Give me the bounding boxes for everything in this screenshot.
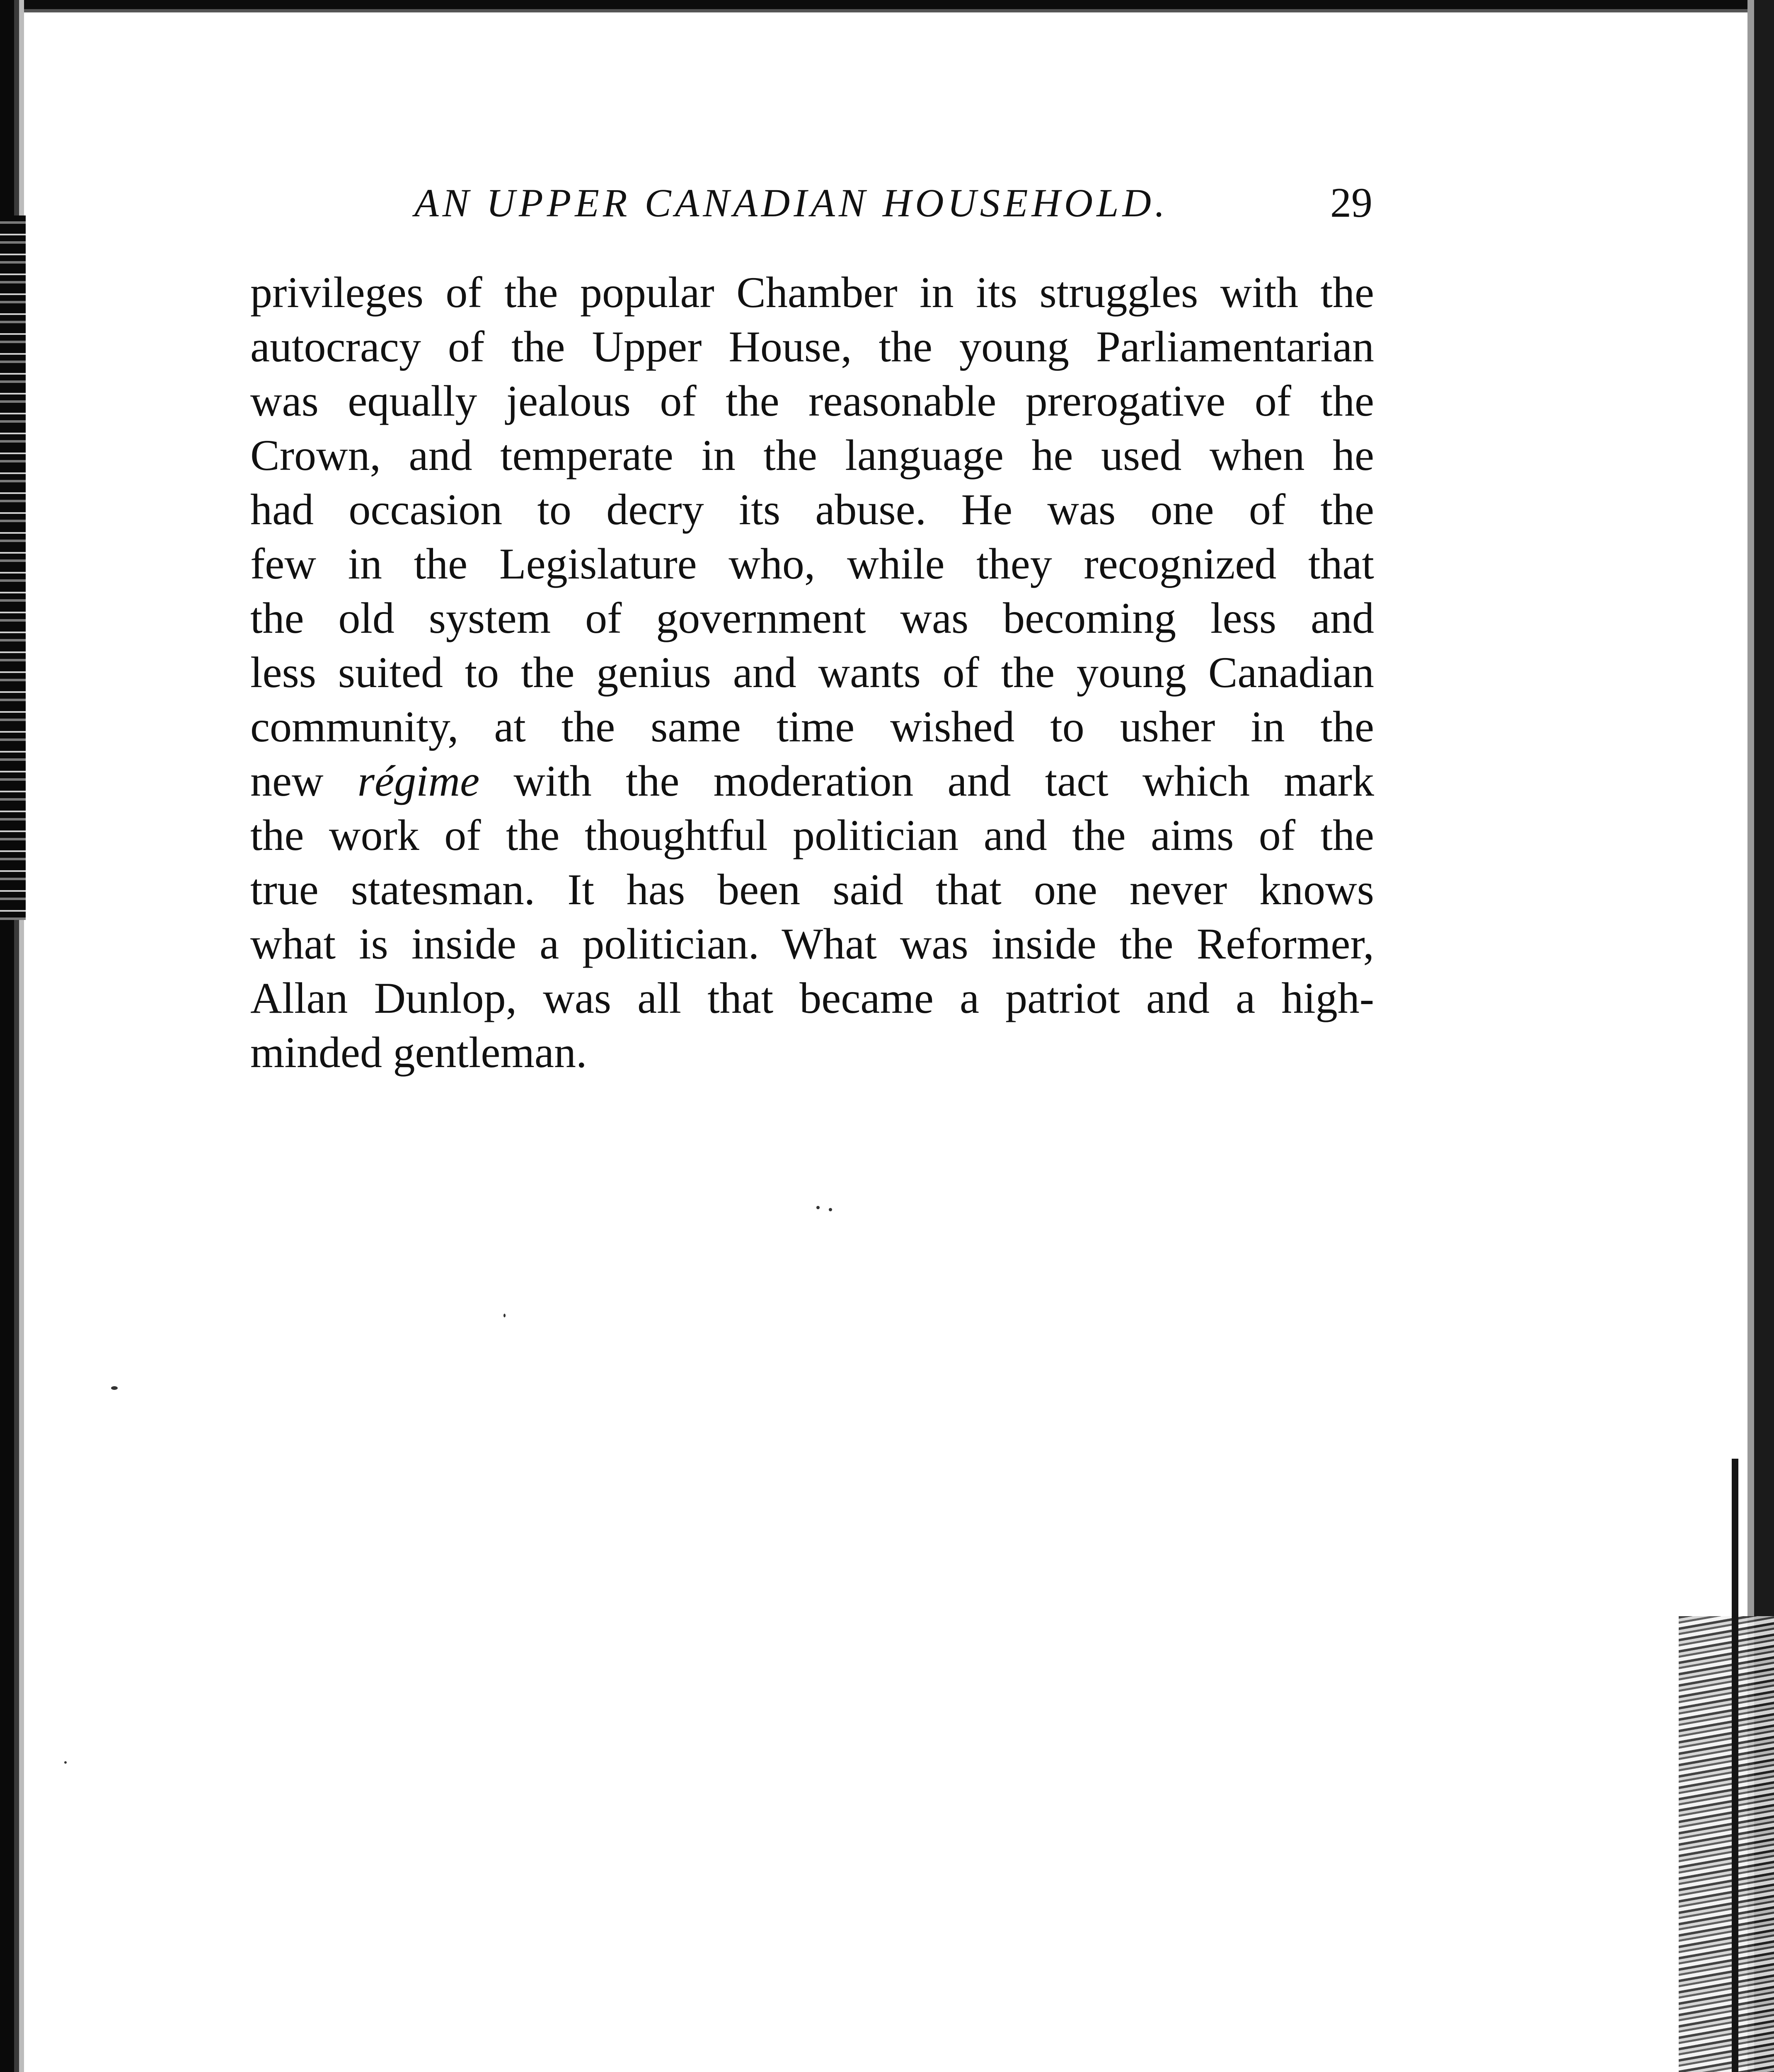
italic-word: régime [357, 757, 480, 805]
text-line: Crown, and temperate in the language he used when he [250, 431, 1374, 479]
text-line: was equally jealous of the reasonable prerogative of the [250, 377, 1374, 425]
text-line: the work of the thoughtful politician and the aims of the [250, 811, 1374, 859]
text-line: few in the Legislature who, while they recognized that [250, 540, 1374, 588]
scan-speck [816, 1206, 820, 1209]
scan-edge-top [0, 0, 1774, 24]
text-line: community, at the same time wished to usher in the [250, 702, 1374, 751]
text-run: new [250, 757, 358, 805]
scan-speck [503, 1314, 506, 1317]
scan-speck [64, 1761, 67, 1764]
text-line: true statesman. It has been said that one never knows [250, 865, 1374, 914]
text-line: minded gentleman. [250, 1028, 587, 1077]
text-run: with the moderation and tact which mark [479, 757, 1374, 805]
text-line: the old system of government was becoming less and [250, 594, 1374, 642]
text-line: Allan Dunlop, was all that became a patriot and a high- [250, 974, 1374, 1022]
text-line [250, 754, 1374, 808]
scan-speck [829, 1208, 832, 1211]
scan-edge-right-bar [1732, 1459, 1738, 2072]
text-line: privileges of the popular Chamber in its struggles with the [250, 268, 1374, 317]
body-text [250, 265, 1374, 1080]
page-number: 29 [1330, 179, 1372, 226]
running-head-title: AN UPPER CANADIAN HOUSEHOLD. [414, 181, 1169, 225]
text-line: what is inside a politician. What was inside the Reformer, [250, 920, 1374, 968]
text-line: had occasion to decry its abuse. He was one of the [250, 485, 1374, 534]
text-line: autocracy of the Upper House, the young Parliamentarian [250, 322, 1374, 371]
scan-edge-right-texture [1679, 1616, 1774, 2072]
scan-edge-left-texture [0, 215, 26, 920]
scan-speck [111, 1386, 118, 1390]
text-line: less suited to the genius and wants of the young Canadian [250, 648, 1374, 697]
